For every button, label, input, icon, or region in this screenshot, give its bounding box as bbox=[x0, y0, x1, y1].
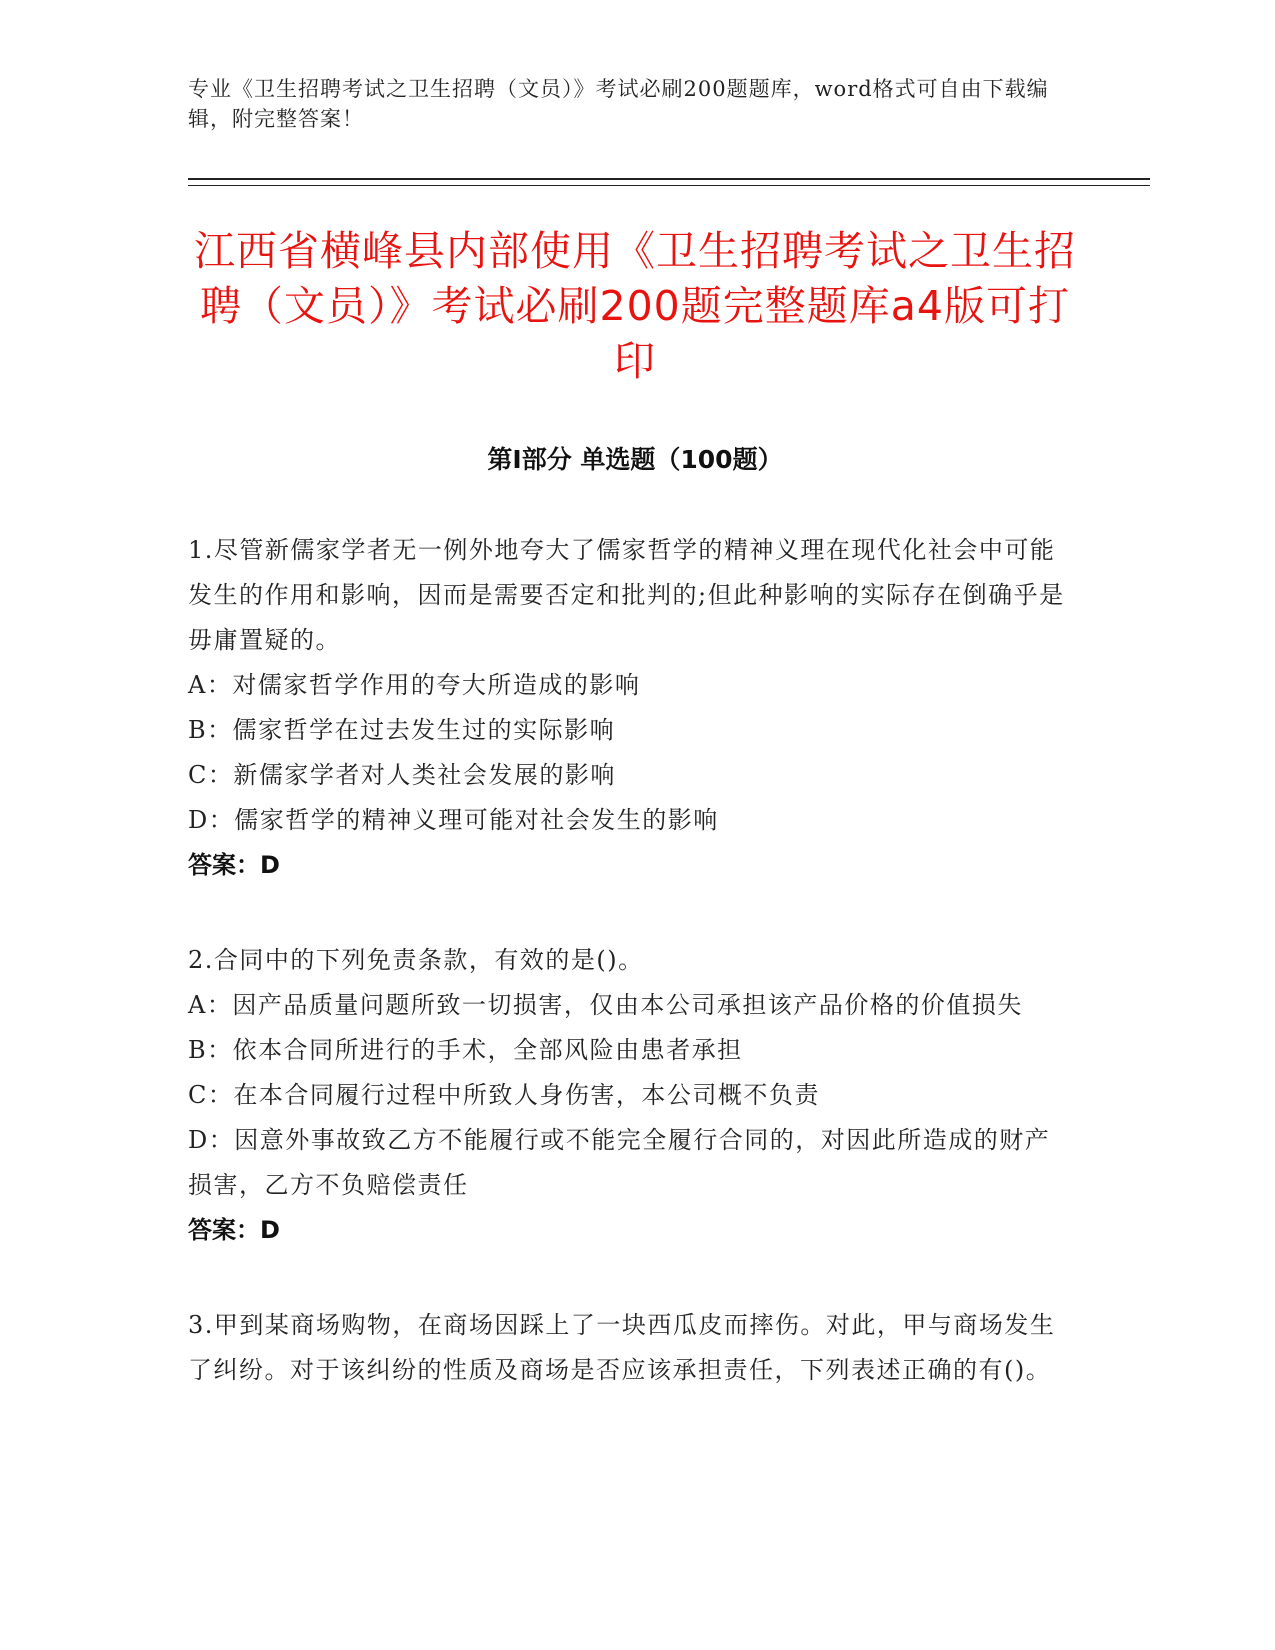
question-item bbox=[188, 528, 1068, 888]
question-text: 1.尽管新儒家学者无一例外地夸大了儒家哲学的精神义理在现代化社会中可能发生的作用和影响，因而是需要否定和批判的;但此种影响的实际存在倒确乎是毋庸置疑的。 bbox=[188, 536, 1065, 654]
header-divider-thin bbox=[188, 185, 1150, 186]
answer-key: 答案：D bbox=[188, 851, 280, 879]
answer-option: C：新儒家学者对人类社会发展的影响 bbox=[188, 761, 616, 789]
header-note: 专业《卫生招聘考试之卫生招聘（文员）》考试必刷200题题库，word格式可自由下载编辑，附完整答案！ bbox=[188, 77, 1049, 131]
question-item bbox=[188, 1303, 1068, 1393]
section-title: 第I部分 单选题（100题） bbox=[487, 445, 783, 474]
answer-key: 答案：D bbox=[188, 1216, 280, 1244]
question-text: 3.甲到某商场购物，在商场因踩上了一块西瓜皮而摔伤。对此，甲与商场发生了纠纷。对于该纠纷的性质及商场是否应该承担责任，下列表述正确的有()。 bbox=[188, 1311, 1056, 1384]
answer-option: A：因产品质量问题所致一切损害，仅由本公司承担该产品价格的价值损失 bbox=[188, 991, 1023, 1019]
answer-option: C：在本合同履行过程中所致人身伤害，本公司概不负责 bbox=[188, 1081, 820, 1109]
document-title: 江西省横峰县内部使用《卫生招聘考试之卫生招聘（文员）》考试必刷200题完整题库a4版可打印 bbox=[194, 227, 1076, 385]
answer-option: B：依本合同所进行的手术，全部风险由患者承担 bbox=[188, 1036, 743, 1064]
question-item bbox=[188, 938, 1068, 1253]
answer-option: D：儒家哲学的精神义理可能对社会发生的影响 bbox=[188, 806, 719, 834]
header-divider-thick bbox=[188, 178, 1150, 180]
answer-option: D：因意外事故致乙方不能履行或不能完全履行合同的，对因此所造成的财产损害，乙方不负赔偿责任 bbox=[188, 1126, 1051, 1199]
answer-option: B：儒家哲学在过去发生过的实际影响 bbox=[188, 716, 616, 744]
question-text: 2.合同中的下列免责条款，有效的是()。 bbox=[188, 946, 644, 974]
question-list bbox=[188, 528, 1068, 1443]
answer-option: A：对儒家哲学作用的夸大所造成的影响 bbox=[188, 671, 641, 699]
